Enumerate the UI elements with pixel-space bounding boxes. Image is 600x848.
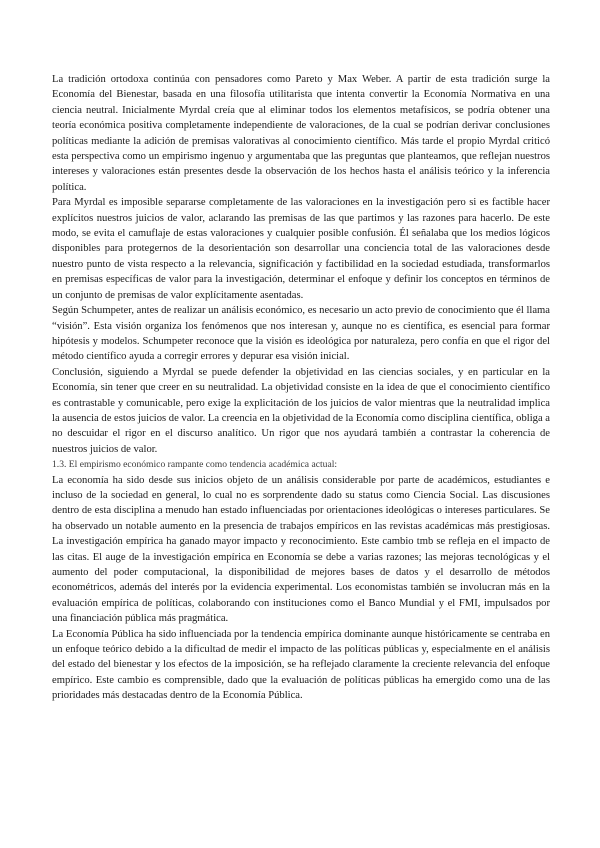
paragraph-weber-tradition: La tradición ortodoxa continúa con pensadores como Pareto y Max Weber. A partir de esta tradición surge la Economía del Bienestar, basada en una filosofía utilitarista que intenta convertir la Economía Normativa en una ciencia neutral. Inicialmente Myrdal creía que al eliminar todos los elementos metafísicos, se podría obtener una teoría económica positiva completamente independiente de valoraciones, de la cual se podrían derivar conclusiones políticas mediante la adición de premisas valorativas al conocimiento científico. Más tarde el propio Myrdal criticó esta perspectiva como un empirismo ingenuo y argumentaba que las preguntas que planteamos, que reflejan nuestros intereses y valoraciones están presentes desde la observación de los hechos hasta el análisis teórico y la inferencia política. bbox=[52, 74, 550, 193]
paragraph-public-economics: La Economía Pública ha sido influenciada por la tendencia empírica dominante aunque históricamente se centraba en un enfoque teórico debido a la dificultad de medir el impacto de las políticas públicas y, especialmente en el análisis del estado del bienestar y los efectos de la imposición, se ha reflejado claramente la creciente relevancia del enfoque empírico. Este cambio es comprensible, dado que la evaluación de políticas públicas ha emergido como una de las prioridades más destacadas dentro de la Economía Pública. bbox=[52, 628, 550, 702]
paragraph-schumpeter-vision: Según Schumpeter, antes de realizar un análisis económico, es necesario un acto previo de conocimiento que él llama “visión”. Esta visión organiza los fenómenos que nos interesan y, aunque no es científica, es esencial para formar hipótesis y modelos. Schumpeter reconoce que la visión es ideológica por naturaleza, pero confía en que el rigor del método científico ayuda a corregir errores y depurar esa visión inicial. bbox=[52, 305, 550, 363]
paragraph-myrdal-valuations: Para Myrdal es imposible separarse completamente de las valoraciones en la investigación pero si es factible hacer explícitos nuestros juicios de valor, aclarando las premisas de las que partimos y las razones para hacerlo. De este modo, se evita el camuflaje de estas valoraciones y cualquier posible confusión. Él señalaba que los medios lógicos disponibles para protegernos de la desorientación son desarrollar una conciencia total de las valoraciones desde nuestro punto de vista respecto a la relevancia, significación y factibilidad en la sociedad estudiada, transformarlos en premisas específicas de valor para la investigación, determinar el enfoque y definir los conceptos en términos de un conjunto de premisas de valor explícitamente asentadas. bbox=[52, 197, 550, 301]
paragraph-conclusion: Conclusión, siguiendo a Myrdal se puede defender la objetividad en las ciencias sociales, y en particular en la Economía, sin tener que creer en su neutralidad. La objetividad consiste en la idea de que el conocimiento científico es contrastable y comunicable, pero exige la explicitación de los juicios de valor mientras que la neutralidad implica la ausencia de estos juicios de valor. La creencia en la objetividad de la Economía como disciplina científica, obliga a no descuidar el rigor en el discurso analítico. Un rigor que nos ayudará también a contrastar la coherencia de nuestros juicios de valor. bbox=[52, 366, 551, 455]
section-heading: 1.3. El empirismo económico rampante como tendencia académica actual: bbox=[52, 459, 338, 471]
paragraph-empirical-research: La economía ha sido desde sus inicios objeto de un análisis considerable por parte de académicos, estudiantes e incluso de la sociedad en general, lo cual no es sorprendente dado su status como Ciencia Social. Las discusiones dentro de esta disciplina a menudo han estado influenciadas por orientaciones ideológicas o intereses particulares. Se ha observado un notable aumento en la presencia de trabajos empíricos en las revistas académicas más prestigiosas. La investigación empírica ha ganado mayor impacto y reconocimiento. Este cambio tmb se refleja en el impacto de las citas. El auge de la investigación empírica en Economía se debe a varias razones; las mejoras tecnológicas y el aumento del poder computacional, la disponibilidad de mejores bases de datos y el desarrollo de métodos econométricos, además del interés por la evidencia experimental. Los economistas también se involucran más en la evaluación empírica de políticas, colaborando con instituciones como el Banco Mundial y el FMI, impulsados por una financiación pública más pragmática. bbox=[52, 474, 550, 625]
document-body bbox=[52, 72, 550, 704]
